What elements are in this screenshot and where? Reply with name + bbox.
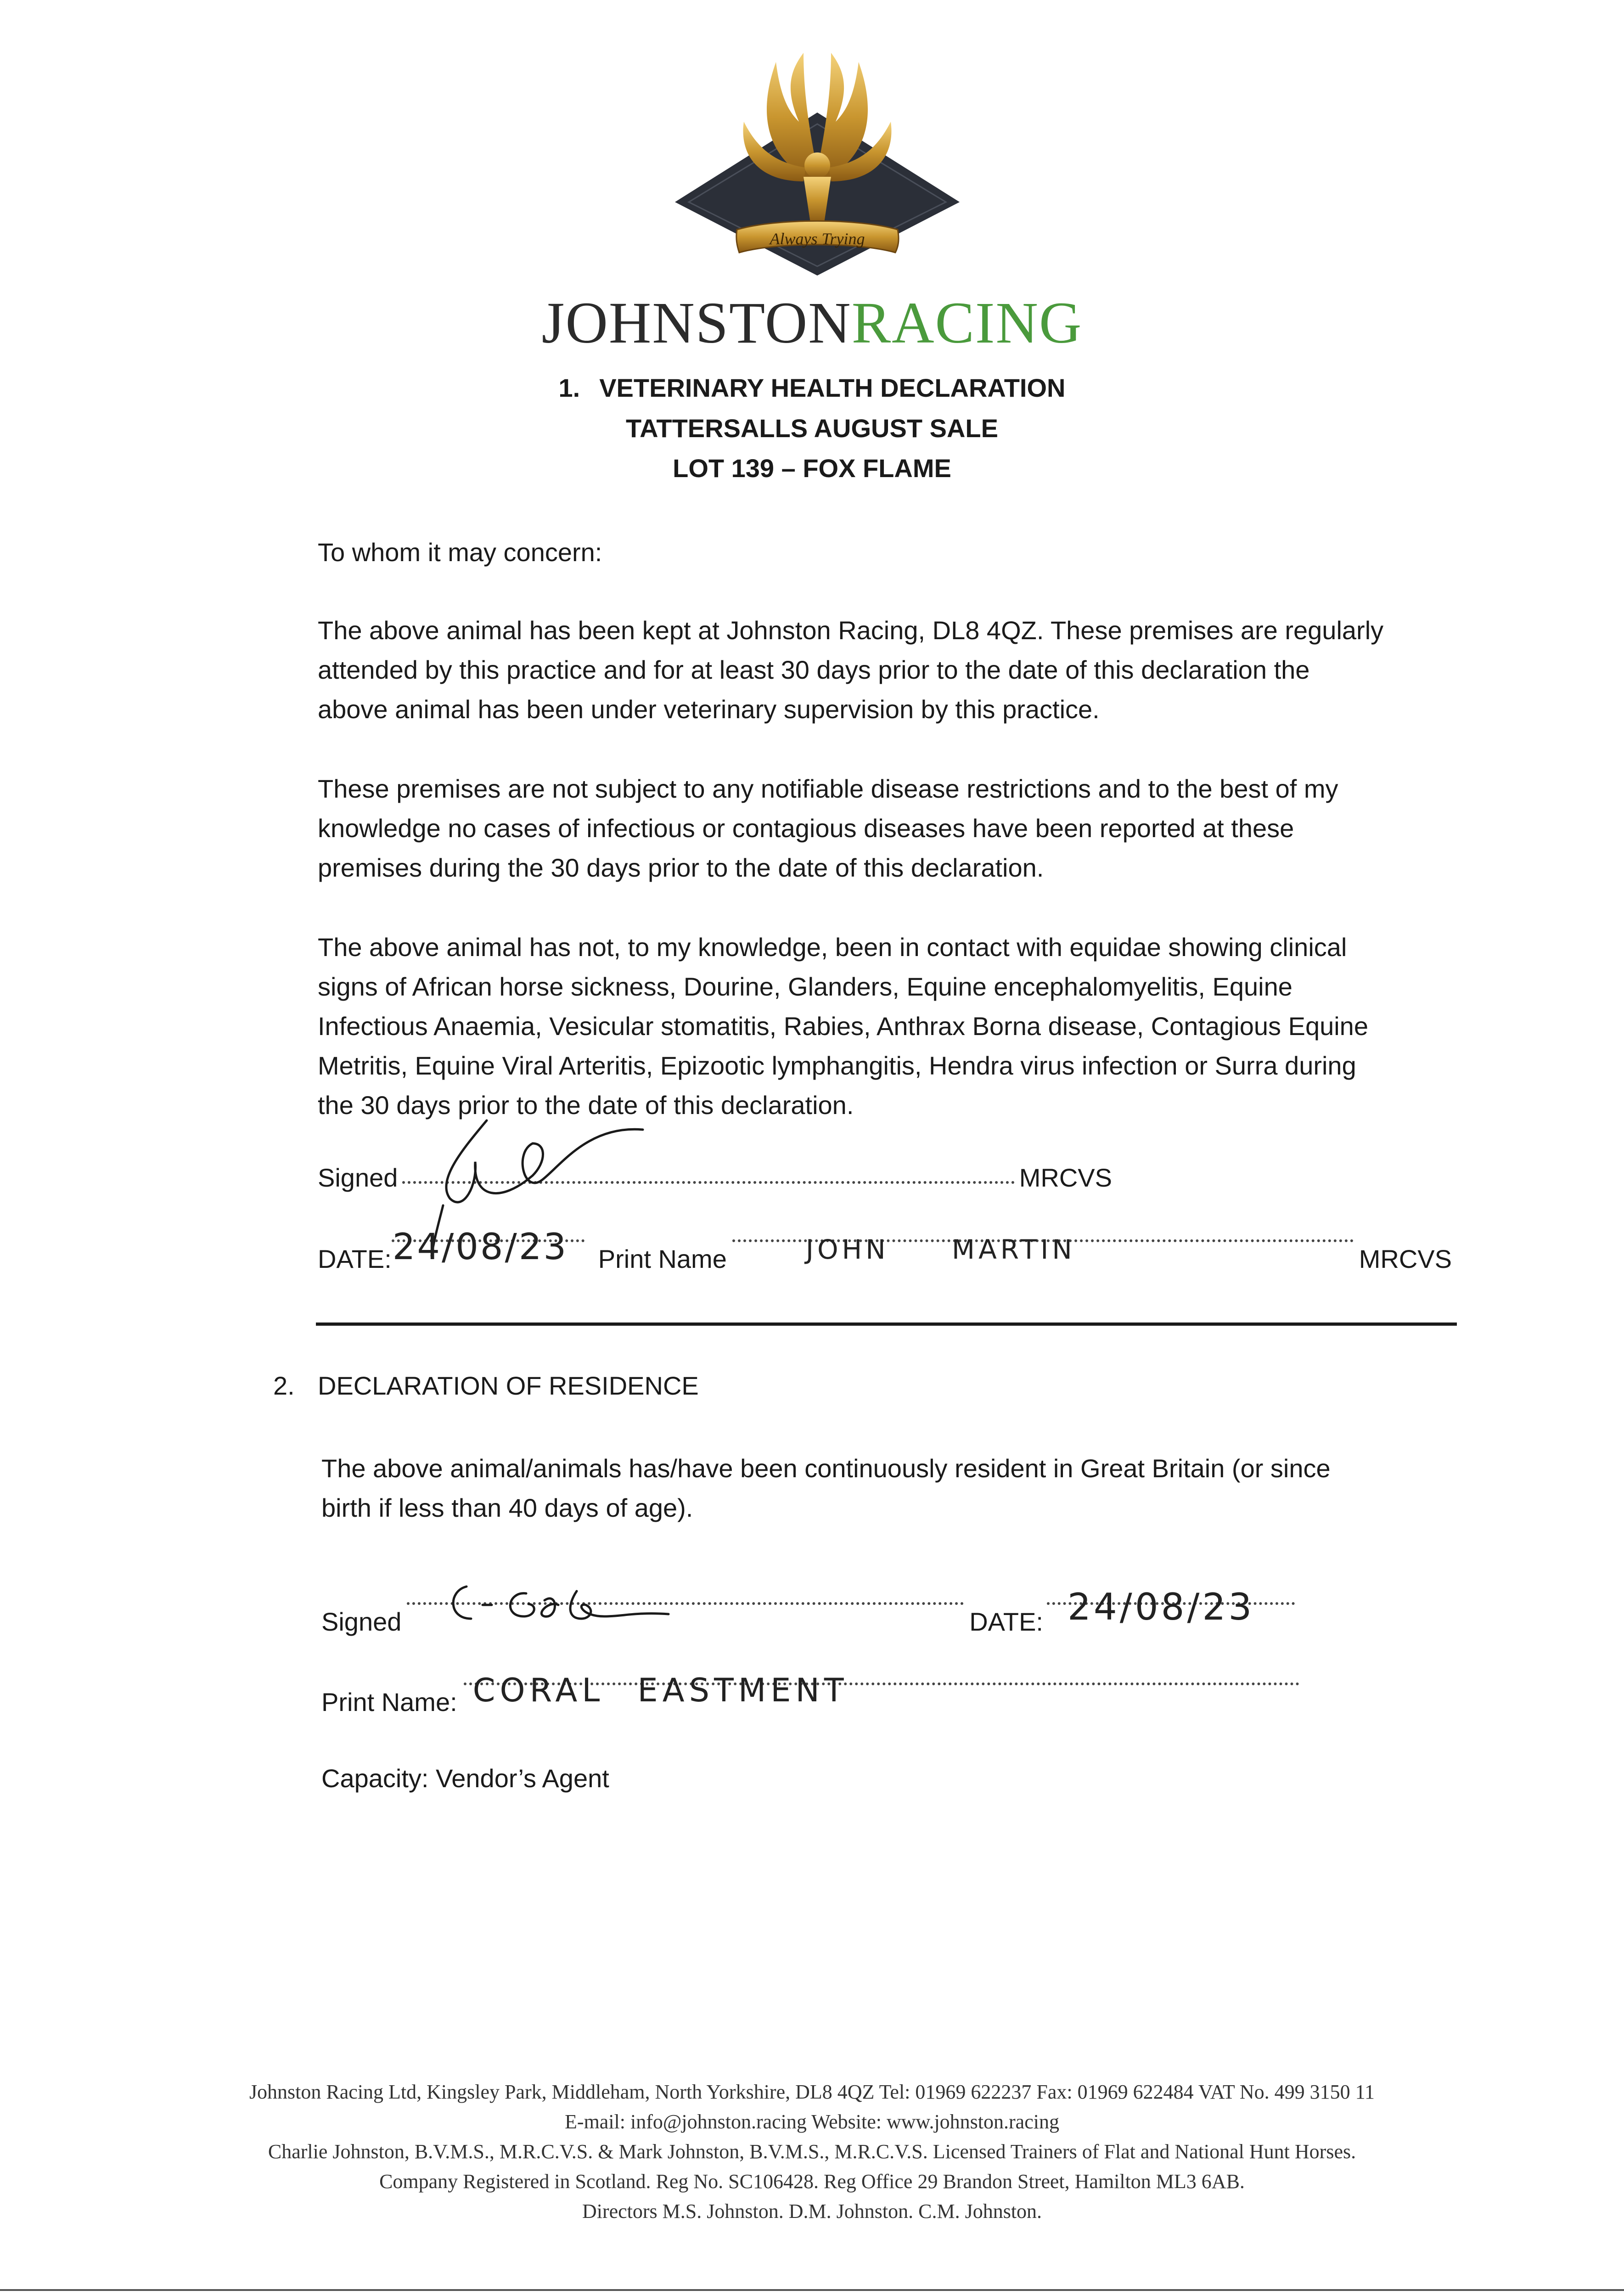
- phoenix-emblem-icon: [638, 44, 996, 282]
- print-name-label: Print Name:: [321, 1688, 457, 1716]
- logo-motto: Always Trying: [770, 230, 865, 248]
- mrcvs-suffix: MRCVS: [1359, 1244, 1452, 1273]
- paragraph-line: The above animal has not, to my knowledge, been in contact with equidae showing clinical: [318, 933, 1347, 962]
- brand-part2: RACING: [851, 290, 1083, 355]
- footer-directors: Directors M.S. Johnston. D.M. Johnston. C.M. Johnston.: [582, 2200, 1042, 2223]
- mrcvs-suffix: MRCVS: [1019, 1163, 1112, 1192]
- date-field: [392, 1227, 584, 1268]
- paragraph-line: Infectious Anaemia, Vesicular stomatitis, Rabies, Anthrax Borna disease, Contagious Equine: [318, 1012, 1368, 1041]
- print-name-field: [732, 1234, 1354, 1268]
- print-name-handwritten: CORAL EASTMENT: [472, 1671, 849, 1709]
- page-bottom-rule: [0, 2289, 1624, 2291]
- paragraph-restrictions: [318, 769, 1475, 888]
- agent-signature-field: [407, 1605, 964, 1631]
- heading-line2: TATTERSALLS AUGUST SALE: [626, 414, 998, 443]
- vet-date-row: [318, 1227, 1452, 1274]
- paragraph-line: birth if less than 40 days of age).: [321, 1493, 693, 1522]
- print-name-handwritten: JOHN MARTIN: [805, 1234, 1076, 1265]
- heading-number: 1.: [558, 373, 580, 402]
- capacity-line: Capacity: Vendor’s Agent: [321, 1764, 609, 1793]
- footer-contact: E-mail: info@johnston.racing Website: www.johnston.racing: [565, 2110, 1059, 2133]
- agent-signature-row: [321, 1586, 1295, 1637]
- section2-title-text: DECLARATION OF RESIDENCE: [318, 1371, 699, 1400]
- paragraph-line: Metritis, Equine Viral Arteritis, Epizootic lymphangitis, Hendra virus infection or Surra during: [318, 1051, 1356, 1080]
- paragraph-line: attended by this practice and for at least 30 days prior to the date of this declaration the: [318, 655, 1310, 684]
- heading-title: VETERINARY HEALTH DECLARATION: [599, 373, 1066, 402]
- date-label: DATE:: [969, 1607, 1043, 1636]
- paragraph-line: knowledge no cases of infectious or contagious diseases have been reported at these: [318, 814, 1294, 843]
- salutation: To whom it may concern:: [318, 538, 602, 567]
- signed-label: Signed: [321, 1607, 402, 1636]
- signed-label: Signed: [318, 1163, 398, 1192]
- section-divider: [316, 1322, 1457, 1326]
- brand-wordmark: [0, 289, 1624, 357]
- paragraph-line: The above animal/animals has/have been continuously resident in Great Britain (or since: [321, 1454, 1331, 1483]
- johnston-racing-logo: [638, 44, 996, 282]
- footer-trainers: Charlie Johnston, B.V.M.S., M.R.C.V.S. & Mark Johnston, B.V.M.S., M.R.C.V.S. Licensed Trainers of Flat and National Hunt Horses.: [268, 2140, 1356, 2163]
- print-name-label: Print Name: [598, 1244, 727, 1273]
- brand-part1: JOHNSTON: [541, 290, 852, 355]
- date-handwritten: 24/08/23: [392, 1227, 568, 1268]
- agent-print-name-row: [321, 1671, 1299, 1717]
- agent-print-name-field: [464, 1671, 1299, 1711]
- date-label: DATE:: [318, 1244, 392, 1273]
- footer-address: Johnston Racing Ltd, Kingsley Park, Middleham, North Yorkshire, DL8 4QZ Tel: 01969 622237 Fax: 01969 622484 VAT No. 499 3150 11: [249, 2081, 1375, 2103]
- paragraph-line: premises during the 30 days prior to the date of this declaration.: [318, 853, 1044, 882]
- agent-date-field: [1047, 1586, 1295, 1631]
- footer-registration: Company Registered in Scotland. Reg No. SC106428. Reg Office 29 Brandon Street, Hamilton ML3 6AB.: [379, 2170, 1245, 2193]
- section2-title: [273, 1371, 699, 1401]
- section2-number: 2.: [273, 1371, 295, 1400]
- paragraph-line: the 30 days prior to the date of this declaration.: [318, 1091, 854, 1120]
- date-handwritten: 24/08/23: [1068, 1586, 1255, 1628]
- paragraph-line: The above animal has been kept at Johnston Racing, DL8 4QZ. These premises are regularly: [318, 616, 1384, 645]
- paragraph-line: above animal has been under veterinary supervision by this practice.: [318, 695, 1100, 724]
- agent-signature-scribble: [439, 1573, 696, 1632]
- paragraph-line: signs of African horse sickness, Dourine, Glanders, Equine encephalomyelitis, Equine: [318, 972, 1292, 1001]
- paragraph-residence: [321, 1449, 1478, 1528]
- heading-line1: [0, 373, 1624, 403]
- heading-line3: LOT 139 – FOX FLAME: [673, 454, 951, 483]
- paragraph-line: These premises are not subject to any notifiable disease restrictions and to the best of my: [318, 774, 1338, 803]
- paragraph-premises: [318, 611, 1475, 729]
